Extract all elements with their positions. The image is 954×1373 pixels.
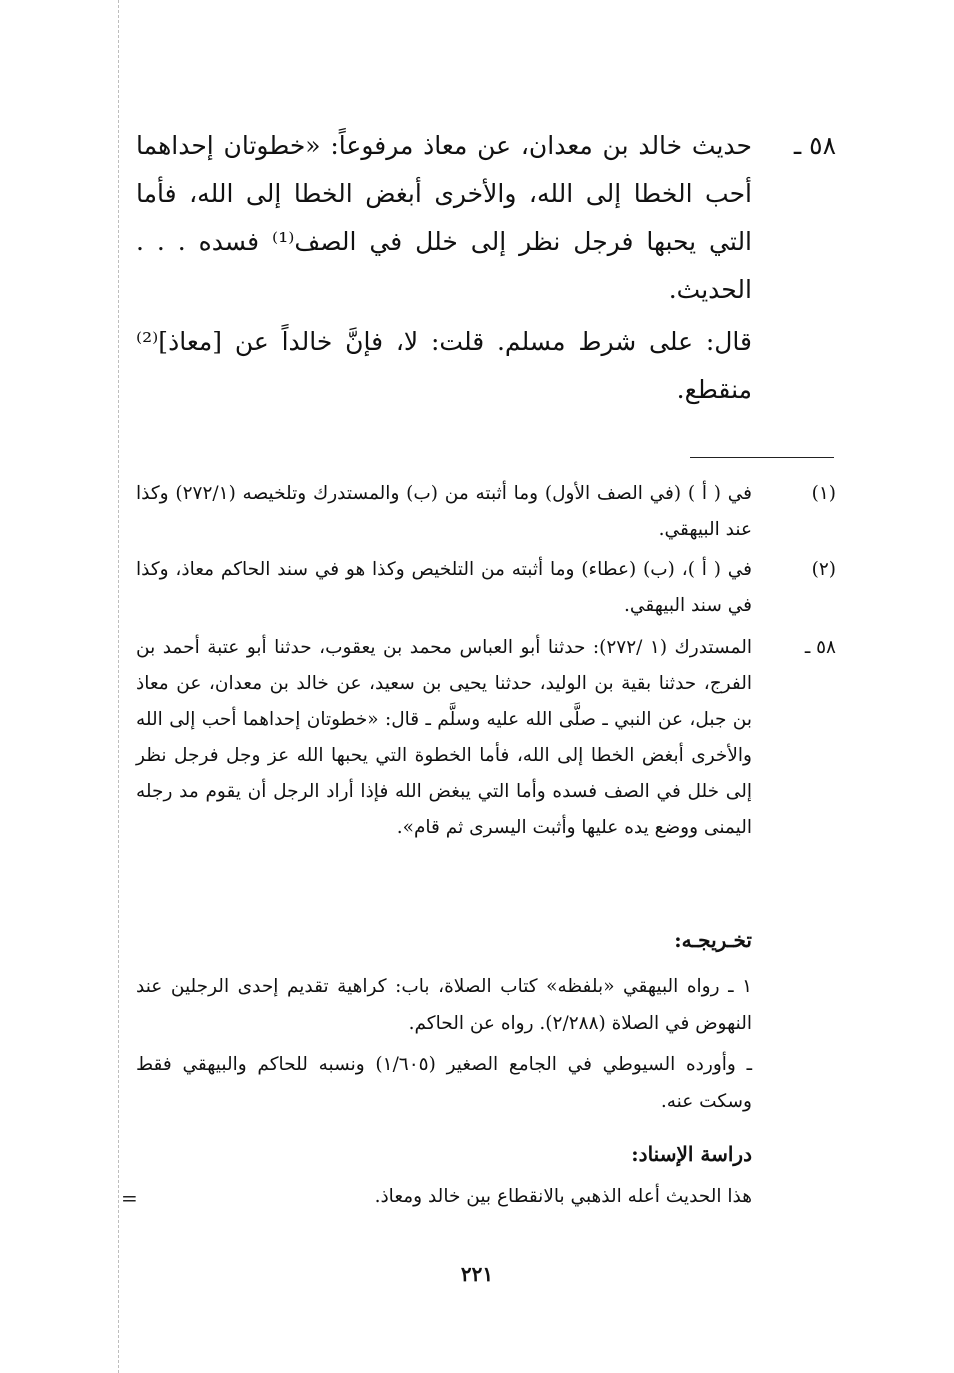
footnote-1 [136,476,836,548]
margin-guide-line [118,0,119,1373]
footnote-number: (٢) [811,559,836,580]
footnote-divider [690,457,834,458]
footnote-number: (١) [811,483,836,504]
source-text: المستدرك (١ /٢٧٢): حدثنا أبو العباس محمد بن يعقوب، حدثنا أبو عتبة أحمد بن الفرج، حدثنا بقية بن الوليد، حدثنا يحيى بن سعيد، عن خالد بن معدان، عن معاذ بن جبل، عن النبي ـ صلَّى الله عليه وسلَّم ـ قال: «خطوتان إحداهما أحب إلى الله والأخرى أبغض الخطا إلى الله، فأما الخطوة التي يحبها الله عز وجل فرجل نظر إلى خلل في الصف فسده وأما التي يبغض الله فإذا أراد الرجل أن يقوم مد رجله اليمنى ووضع يده عليها وأثبت اليسرى ثم قام». [136,637,752,838]
page-number: ٢٢١ [460,1262,494,1286]
isnad-text: هذا الحديث أعله الذهبي بالانقطاع بين خالد ومعاذ. [374,1186,752,1207]
footnote-text: في ( أ )، (ب) (عطاء) وما أثبته من التلخيص وكذا هو في سند الحاكم معاذ، وكذا في سند البيهقي. [136,559,752,616]
takhrij-item-1: ١ ـ رواه البيهقي «بلفظه» كتاب الصلاة، باب: كراهية تقديم إحدى الرجلين عند النهوض في الصلاة (٢/٢٨٨). رواه عن الحاكم. [136,976,752,1034]
takhrij-item-2: ـ وأورده السيوطي في الجامع الصغير (١/٦٠٥) ونسبه للحاكم والبيهقي فقط وسكت عنه. [136,1054,752,1112]
hadith-text: حديث خالد بن معدان، عن معاذ مرفوعاً: «خطوتان إحداهما أحب الخطا إلى الله، والأخرى أبغض الخطا إلى الله، فأما التي يحبها فرجل نظر إلى خلل في الصف⁽¹⁾ فسده . . . الحديث. [136,131,753,304]
entry-number: ٥٨ ـ [793,131,836,160]
isnad-heading: دراسة الإسناد: [631,1142,752,1166]
takhrij-heading: تخـريجـه: [674,928,752,952]
main-hadith-entry [136,122,836,312]
footnote-2 [136,552,836,624]
footnote-text: في ( أ ) (في الصف الأول) وما أثبته من (ب) والمستدرك وتلخيصه (٢٧٢/١) وكذا عند البيهقي. [136,483,752,540]
entry-number: ٥٨ ـ [804,637,836,658]
source-entry [136,630,836,910]
dhahabi-comment: قال: على شرط مسلم. قلت: لا، فإنَّ خالداً عن [معاذ]⁽²⁾ منقطع. [136,327,752,404]
continuation-mark: = [121,1186,138,1210]
